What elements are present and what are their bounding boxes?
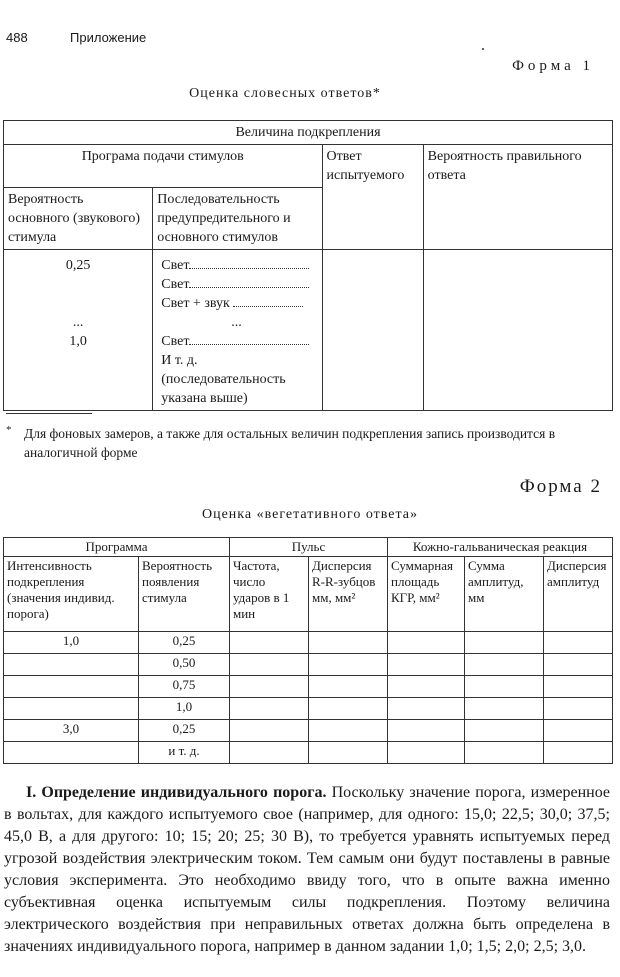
sequence-item: Свет	[161, 334, 190, 349]
form1-col-answer: Ответ испытуемого	[322, 145, 423, 250]
form1-empty-cell	[423, 250, 612, 411]
probability-cell: 0,75	[139, 676, 230, 698]
page-number: 488	[6, 30, 28, 45]
form1-empty-cell	[322, 250, 423, 411]
sequence-item: Свет	[161, 277, 190, 292]
footnote-rule	[6, 413, 92, 414]
form1-caption: Величина подкрепления	[4, 121, 613, 145]
intensity-cell	[4, 698, 139, 720]
intensity-cell: 1,0	[4, 632, 139, 654]
probability-cell: и т. д.	[139, 742, 230, 764]
dotted-leader	[189, 256, 309, 269]
form1-col-program: Програма подачи стимулов	[4, 145, 323, 188]
prob-value: 0,25	[65, 258, 91, 273]
table-row	[4, 145, 613, 188]
intensity-cell	[4, 654, 139, 676]
form1-table	[3, 120, 613, 411]
probability-cell: 0,25	[139, 720, 230, 742]
dotted-leader	[189, 332, 309, 345]
form1-prob-values	[4, 250, 153, 411]
table-row	[4, 538, 613, 557]
table-row	[4, 632, 613, 654]
table-row	[4, 676, 613, 698]
table-row	[4, 720, 613, 742]
form2-table	[3, 537, 613, 764]
intensity-cell	[4, 742, 139, 764]
form1-col-sequence: Последовательность предупредительного и основного стимулов	[153, 188, 322, 250]
dotted-leader	[233, 294, 303, 307]
form2-title: Оценка «вегетативного ответа»	[201, 507, 419, 522]
table-row	[4, 121, 613, 145]
probability-cell: 1,0	[139, 698, 230, 720]
paragraph-text: Поскольку значение порога, измеренное в вольтах, для каждого испытуемого свое (например, для одного: 15,0; 22,5; 30,0; 37,5; 45,0 В, а для другого: 10; 15; 20; 25; 30 В), то требуется уравнять испытуемых перед угрозой воздействия электрическим током. Тем самым они будут поставлены в равные условия эксперимента. Это необходимо ввиду того, что в опыте важна именно субъективная оценка испытуемым силы подкрепления. Поэтому величина электрического воздействия при неправильных ответах должна быть определена в значениях индивидуального порога, например в данном задании 1,0; 1,5; 2,0; 2,5; 3,0.	[4, 784, 610, 955]
form1-col-prob-sound: Вероятность основного (звукового) стимула	[4, 188, 153, 250]
form2-col-rr-dispersion: Дисперсия R-R-зубцов мм, мм²	[309, 557, 388, 632]
table-row	[4, 557, 613, 632]
stray-dot	[482, 48, 484, 50]
sequence-item: Свет + звук	[161, 296, 230, 311]
form2-col-rate: Частота, число ударов в 1 мин	[230, 557, 309, 632]
probability-cell: 0,50	[139, 654, 230, 676]
table-row	[4, 654, 613, 676]
form1-label: Форма 1	[512, 58, 594, 74]
table-row	[4, 250, 613, 411]
section-title: Приложение	[70, 30, 147, 45]
form2-group-gsr: Кожно-гальваническая реакция	[388, 538, 613, 557]
form2-label: Форма 2	[519, 476, 602, 497]
form1-title: Оценка словесных ответов*	[189, 86, 381, 101]
footnote-text: Для фоновых замеров, а также для остальных величин подкрепления запись производится в аналогичной форме	[24, 426, 556, 460]
form2-col-total-area: Суммарная площадь КГР, мм²	[388, 557, 465, 632]
body-paragraph	[4, 782, 610, 958]
form1-sequence-list	[153, 250, 322, 411]
probability-cell: 0,25	[139, 632, 230, 654]
sequence-item: И т. д. (последовательность указана выше)	[161, 353, 286, 406]
intensity-cell: 3,0	[4, 720, 139, 742]
form2-col-sum-amp: Сумма амплитуд, мм	[465, 557, 544, 632]
sequence-item: ...	[231, 315, 242, 330]
intensity-cell	[4, 676, 139, 698]
form2-col-probability: Вероятность появления стимула	[139, 557, 230, 632]
dotted-leader	[189, 275, 309, 288]
table-row	[4, 742, 613, 764]
form2-col-amp-dispersion: Дисперсия амплитуд	[544, 557, 613, 632]
form2-group-pulse: Пульс	[230, 538, 388, 557]
form1-col-prob-correct: Вероятность правильного ответа	[423, 145, 612, 250]
table-row	[4, 698, 613, 720]
form2-group-program: Программа	[4, 538, 230, 557]
paragraph-heading: I. Определение индивидуального порога.	[26, 784, 327, 801]
sequence-item: Свет	[161, 258, 190, 273]
prob-value: 1,0	[69, 334, 87, 349]
prob-value: ...	[72, 315, 84, 330]
footnote-marker: *	[6, 424, 12, 436]
form2-col-intensity: Интенсивность подкрепления (значения индивид. порога)	[4, 557, 139, 632]
